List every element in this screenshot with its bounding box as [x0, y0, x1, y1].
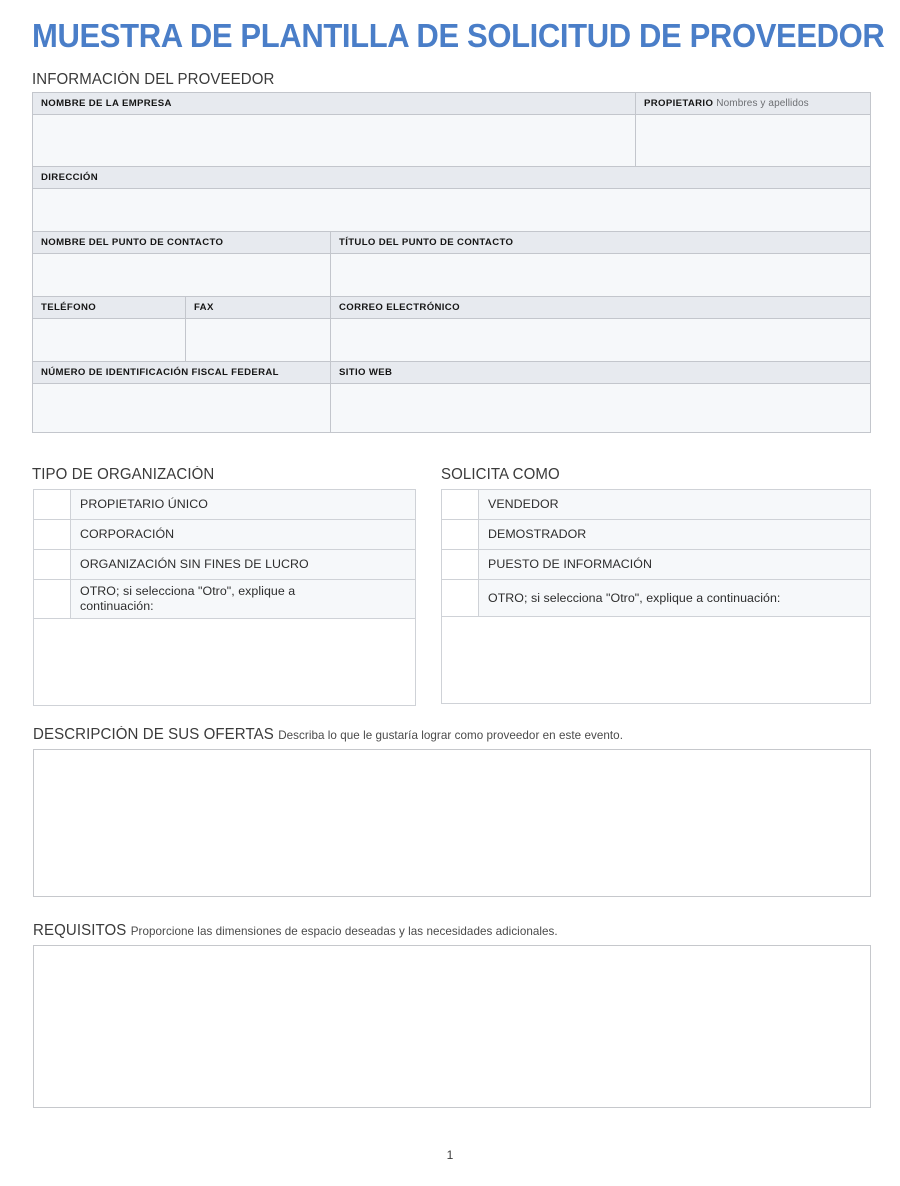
- table-row: [33, 189, 871, 232]
- list-item: [442, 550, 871, 580]
- label-owner: [636, 93, 871, 115]
- label-email: CORREO ELECTRÓNICO: [331, 297, 871, 319]
- label-applies-as-3: OTRO; si selecciona "Otro", explique a continuación:: [479, 580, 871, 617]
- label-company-name: NOMBRE DE LA EMPRESA: [33, 93, 636, 115]
- applies-as-table: [441, 489, 871, 704]
- organization-type-heading: TIPO DE ORGANIZACIÓN: [32, 466, 215, 483]
- input-company-name[interactable]: [33, 115, 636, 167]
- page-title: MUESTRA DE PLANTILLA DE SOLICITUD DE PROVEEDOR: [32, 17, 885, 54]
- input-tax-id[interactable]: [33, 384, 331, 433]
- label-tax-id: NÚMERO DE IDENTIFICACIÓN FISCAL FEDERAL: [33, 362, 331, 384]
- label-address: DIRECCIÓN: [33, 167, 871, 189]
- table-row: [33, 384, 871, 433]
- checkbox-applies-as-0[interactable]: [442, 490, 479, 520]
- checkbox-organization-type-2[interactable]: [34, 550, 71, 580]
- checkbox-applies-as-1[interactable]: [442, 520, 479, 550]
- label-applies-as-0: VENDEDOR: [479, 490, 871, 520]
- table-row: [33, 319, 871, 362]
- list-item: [34, 580, 416, 619]
- table-row: [33, 93, 871, 115]
- checkbox-applies-as-2[interactable]: [442, 550, 479, 580]
- label-website: SITIO WEB: [331, 362, 871, 384]
- input-website[interactable]: [331, 384, 871, 433]
- input-applies-as-other[interactable]: [442, 617, 871, 704]
- table-row: [34, 619, 416, 706]
- checkbox-applies-as-3[interactable]: [442, 580, 479, 617]
- input-contact-title[interactable]: [331, 254, 871, 297]
- requirements-textarea[interactable]: [33, 945, 871, 1108]
- applies-as-heading: SOLICITA COMO: [441, 466, 560, 483]
- list-item: [442, 520, 871, 550]
- vendor-information-table: [32, 92, 871, 433]
- label-organization-type-0: PROPIETARIO ÚNICO: [71, 490, 416, 520]
- list-item: [34, 520, 416, 550]
- table-row: [33, 232, 871, 254]
- table-row: [33, 254, 871, 297]
- requirements-heading-text: REQUISITOS: [33, 922, 127, 939]
- label-organization-type-1: CORPORACIÓN: [71, 520, 416, 550]
- input-phone[interactable]: [33, 319, 186, 362]
- label-contact-title: TÍTULO DEL PUNTO DE CONTACTO: [331, 232, 871, 254]
- label-fax: FAX: [186, 297, 331, 319]
- table-row: [33, 362, 871, 384]
- vendor-info-heading: INFORMACIÓN DEL PROVEEDOR: [32, 71, 275, 88]
- offerings-heading: [33, 725, 623, 745]
- label-owner-text: PROPIETARIO: [644, 98, 714, 109]
- list-item: [34, 490, 416, 520]
- checkbox-organization-type-3[interactable]: [34, 580, 71, 619]
- table-row: [33, 167, 871, 189]
- table-row: [33, 115, 871, 167]
- offerings-heading-text: DESCRIPCIÓN DE SUS OFERTAS: [33, 726, 274, 743]
- label-owner-hint: Nombres y apellidos: [716, 98, 809, 109]
- requirements-subheading: Proporcione las dimensiones de espacio deseadas y las necesidades adicionales.: [130, 924, 558, 938]
- list-item: [34, 550, 416, 580]
- label-organization-type-2: ORGANIZACIÓN SIN FINES DE LUCRO: [71, 550, 416, 580]
- requirements-heading: [33, 921, 558, 941]
- table-row: [33, 297, 871, 319]
- label-phone: TELÉFONO: [33, 297, 186, 319]
- input-fax[interactable]: [186, 319, 331, 362]
- input-organization-type-other[interactable]: [34, 619, 416, 706]
- table-row: [442, 617, 871, 704]
- input-address[interactable]: [33, 189, 871, 232]
- input-contact-name[interactable]: [33, 254, 331, 297]
- checkbox-organization-type-0[interactable]: [34, 490, 71, 520]
- list-item: [442, 580, 871, 617]
- page-number: 1: [446, 1148, 454, 1162]
- list-item: [442, 490, 871, 520]
- checkbox-organization-type-1[interactable]: [34, 520, 71, 550]
- offerings-subheading: Describa lo que le gustaría lograr como proveedor en este evento.: [278, 728, 623, 742]
- input-owner[interactable]: [636, 115, 871, 167]
- organization-type-table: [33, 489, 416, 706]
- label-applies-as-1: DEMOSTRADOR: [479, 520, 871, 550]
- label-organization-type-3: OTRO; si selecciona "Otro", explique a continuación:: [71, 580, 416, 619]
- offerings-textarea[interactable]: [33, 749, 871, 897]
- label-applies-as-2: PUESTO DE INFORMACIÓN: [479, 550, 871, 580]
- input-email[interactable]: [331, 319, 871, 362]
- label-contact-name: NOMBRE DEL PUNTO DE CONTACTO: [33, 232, 331, 254]
